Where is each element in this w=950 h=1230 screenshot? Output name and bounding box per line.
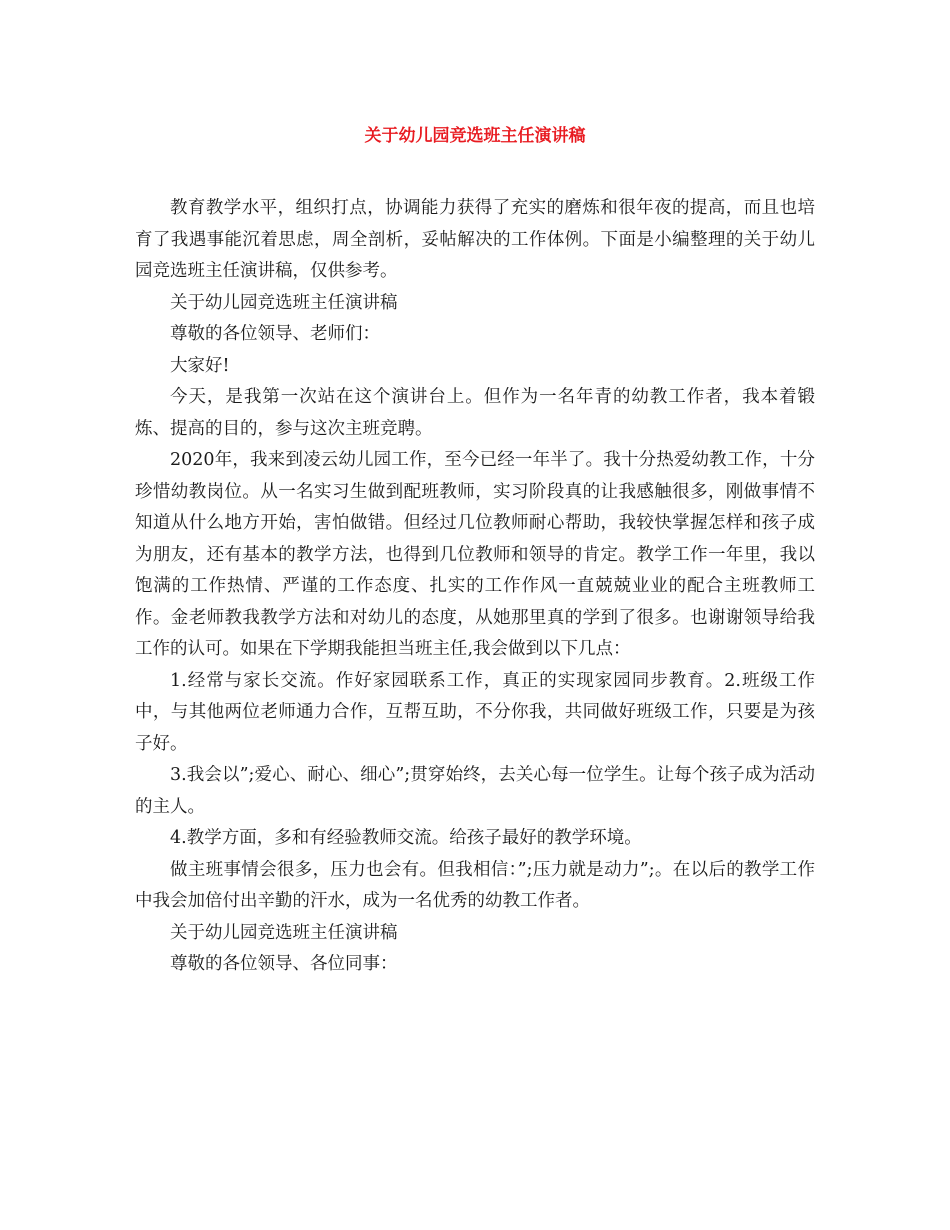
paragraph: 教育教学水平，组织打点，协调能力获得了充实的磨炼和很年夜的提高，而且也培育了我遇事能沉着思虑，周全剖析，妥帖解决的工作体例。下面是小编整理的关于幼儿园竞选班主任演讲稿，仅供参考。: [135, 198, 815, 281]
paragraph: 3.我会以”;爱心、耐心、细心”;贯穿始终，去关心每一位学生。让每个孩子成为活动的主人。: [135, 765, 815, 817]
document-body: [135, 193, 815, 981]
paragraph: 做主班事情会很多，压力也会有。但我相信：”;压力就是动力”;。在以后的教学工作中我会加倍付出辛勤的汗水，成为一名优秀的幼教工作者。: [135, 859, 815, 911]
paragraph: 尊敬的各位领导、老师们：: [170, 324, 380, 344]
paragraph: 尊敬的各位领导、各位同事：: [170, 954, 398, 974]
paragraph: 今天，是我第一次站在这个演讲台上。但作为一名年青的幼教工作者，我本着锻炼、提高的目的，参与这次主班竞聘。: [135, 387, 815, 439]
paragraph: 关于幼儿园竞选班主任演讲稿: [170, 292, 398, 313]
paragraph: 4.教学方面，多和有经验教师交流。给孩子最好的教学环境。: [170, 828, 642, 848]
paragraph: 1.经常与家长交流。作好家园联系工作，真正的实现家园同步教育。2.班级工作中，与其他两位老师通力合作，互帮互助，不分你我，共同做好班级工作，只要是为孩子好。: [135, 670, 815, 754]
paragraph: 大家好!: [170, 355, 230, 376]
document-title: 关于幼儿园竞选班主任演讲稿: [364, 126, 586, 146]
paragraph: 关于幼儿园竞选班主任演讲稿: [170, 922, 398, 943]
paragraph: 2020年，我来到凌云幼儿园工作，至今已经一年半了。我十分热爱幼教工作，十分珍惜幼教岗位。从一名实习生做到配班教师，实习阶段真的让我感触很多，刚做事情不知道从什么地方开始，害怕做错。但经过几位教师耐心帮助，我较快掌握怎样和孩子成为朋友，还有基本的教学方法，也得到几位教师和领导的肯定。教学工作一年里，我以饱满的工作热情、严谨的工作态度、扎实的工作作风一直兢兢业业的配合主班教师工作。金老师教我教学方法和对幼儿的态度，从她那里真的学到了很多。也谢谢领导给我工作的认可。如果在下学期我能担当班主任,我会做到以下几点：: [135, 450, 815, 659]
